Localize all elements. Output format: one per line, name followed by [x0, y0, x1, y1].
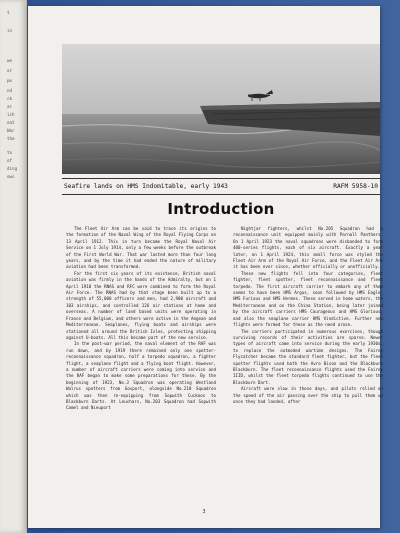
caption-text: Seafire lands on HMS Indomitable, early 1943	[64, 183, 228, 190]
previous-page-text-fragment: ar	[7, 104, 13, 109]
previous-page-text-fragment: we	[7, 58, 13, 63]
paragraph: The Fleet Air Arm can be said to trace its origins to the formation of the Naval Wing of the Royal Flying Corps on 13 April 1912. This in turn became the Royal Naval Air Service on 1 July 1914, only a few weeks before the outbreak of the First World War. That war lasted more than four long years, and by the time it had ended the nature of military aviation had been transformed.	[66, 226, 216, 270]
paragraph: These new flights fell into four categories, fleet fighter, fleet spotter, fleet reconnaissance and fleet torpedo. The first aircraft carrier to embark any of them seems to have been HMS Argus, soon followed by HMS Eagle, HMS Furious and HMS Hermes. These served in home waters, the Mediterranean and on the China Station, being later joined by the aircraft carriers HMS Courageous and HMS Glorious, and also the seaplane carrier HMS Vindictive. Further new flights were formed for these as the need arose.	[233, 270, 383, 328]
page-number: 3	[202, 509, 206, 515]
book-page	[28, 6, 383, 528]
previous-page-text-fragment: nd	[7, 88, 13, 93]
paragraph: In the post-war period, the naval element of the RAF was run down, and by 1919 there remained only one spotter-reconnaissance squadron, half a torpedo squadron, a fighter flight, a seaplane flight and a flying boat flight. However, a number of aircraft carriers were coming into service and the RAF began to make some preparations for these. By the beginning of 1923, No.3 Squadron was operating Westland Walrus spotters from Gosport, alongside No.210 Squadron which was then re-equipping from Sopwith Cuckoos to Blackburn Darts. At Leuchars, No.203 Squadron had Sopwith Camel and Nieuport	[66, 341, 216, 411]
paragraph: For the first six years of its existence, British naval aviation was firmly in the hands of the Admiralty, but on 1 April 1918 the RNAS and RFC were combined to form the Royal Air Force. The RNAS had by that stage been built up to a strength of 55,000 officers and men, had 2,900 aircraft and 103 airships, and controlled 126 air stations at home and overseas. A number of land based units were operating in France and Belgium, and others were active in the Aegean and Mediterranean. Seaplanes, flying boats and airships were stationed all around the British Isles, protecting shipping against U-boats. All this became part of the new service.	[66, 270, 216, 340]
previous-page-text-fragment: ows	[7, 174, 15, 179]
previous-page-edge	[0, 0, 27, 533]
paragraph: The carriers participated in numerous exercises, though surviving records of their activities are sparse. Newer types of aircraft came into service during the early 1930s, to replace the outmoded wartime designs. The Fairey Flycatcher became the standard fleet fighter, but the fleet spotter flights used both the Avro Bison and the Blackburn Blackburn. The fleet reconnaissance flights used the Fairey IIID, whilst the fleet torpedo flights continued to use the Blackburn Dart.	[233, 328, 383, 385]
previous-page-text-fragment: ck	[7, 96, 13, 101]
caption-bottom-rule	[62, 194, 380, 195]
previous-page-text-fragment: t	[7, 10, 10, 15]
previous-page-text-fragment: ding	[7, 166, 18, 171]
previous-page-text-fragment: the	[7, 136, 15, 141]
paragraph: Aircraft were slow in those days, and pilots relied on the speed of the air passing over the ship to pull them up once they had landed, after	[233, 386, 383, 404]
photo-credit: RAFM 5958-10	[333, 183, 378, 190]
chapter-title: Introduction	[167, 200, 275, 218]
previous-page-text-fragment: pe	[7, 78, 13, 83]
caption-top-rule	[62, 178, 380, 179]
previous-page-text-fragment: of	[7, 158, 13, 163]
previous-page-text-fragment: ich	[7, 112, 15, 117]
text-column-right	[233, 226, 383, 516]
previous-page-text-fragment: in	[7, 28, 13, 33]
carrier-landing-illustration	[62, 44, 380, 174]
previous-page-text-fragment: War	[7, 128, 15, 133]
text-column-left	[66, 226, 216, 516]
paragraph: Nightjar fighters, whilst No.205 Squadron had a reconnaissance unit equipped mainly with Parnall Panthers. On 1 April 1923 the naval squadrons were disbanded to form 400-series flights, each of six aircraft. Exactly a year later, on 1 April 1924, this small force was styled the Fleet Air Arm of the Royal Air Force, and the Fleet Air Arm it has been ever since, whether officially or unofficially.	[233, 226, 383, 270]
previous-page-text-fragment: to	[7, 150, 13, 155]
previous-page-text-fragment: or	[7, 68, 13, 73]
photo-caption	[62, 183, 380, 193]
seafire-photo	[62, 44, 380, 174]
previous-page-text-fragment: eat	[7, 120, 15, 125]
